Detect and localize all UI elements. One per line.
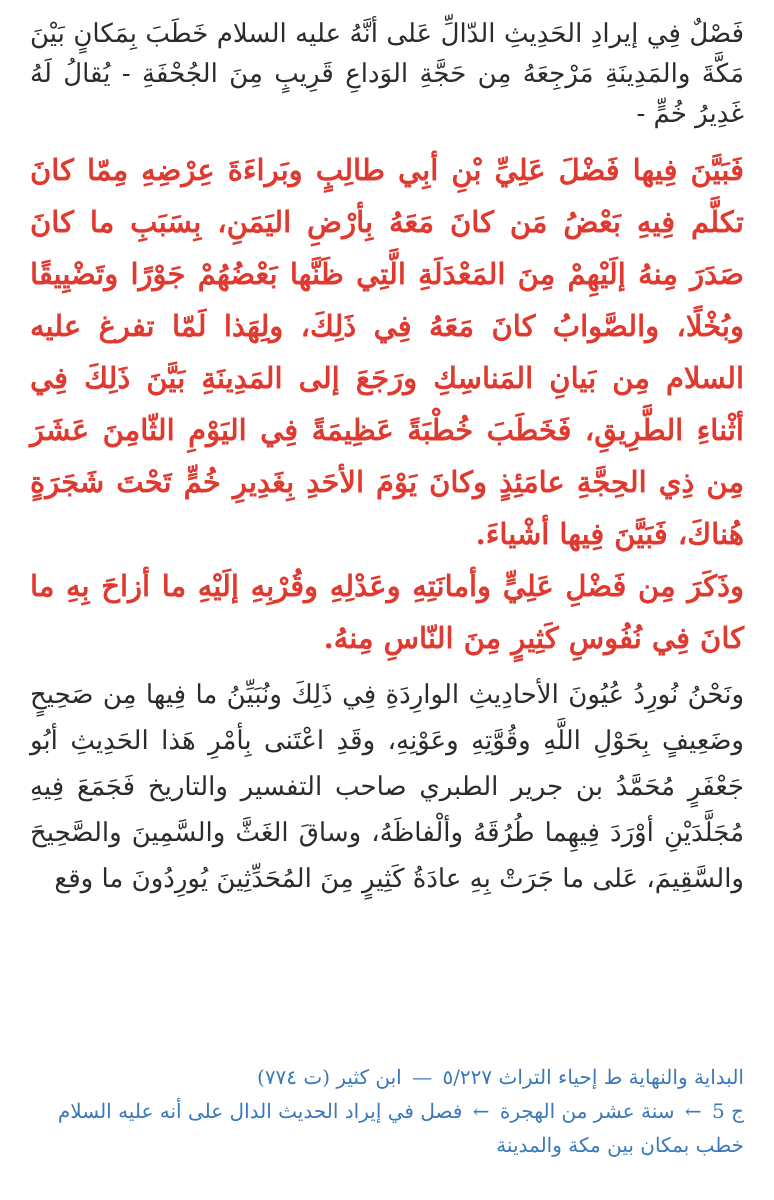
citation-row-source <box>30 1060 744 1094</box>
breadcrumb-volume-link[interactable]: ج 5 <box>711 1099 744 1123</box>
body-paragraph: ونَحْنُ نُورِدُ عُيُونَ الأحادِيثِ الوارِدَةِ فِي ذَلِكَ ونُبَيِّنُ ما فِيها مِن صَحِيحٍ وضَعِيفٍ بِحَوْلِ اللَّهِ وقُوَّتِهِ وعَوْنِهِ، وقَدِ اعْتَنى بِأمْرِ هَذا الحَدِيثِ أبُو جَعْفَرٍ مُحَمَّدُ بن جرير الطبري صاحب التفسير والتاريخ فَجَمَعَ فِيهِ مُجَلَّدَيْنِ أوْرَدَ فِيهِما طُرُقَهُ وألْفاظَهُ، وساقَ الغَثَّ والسَّمِينَ والصَّحِيحَ والسَّقِيمَ، عَلى ما جَرَتْ بِهِ عادَةُ كَثِيرٍ مِنَ المُحَدِّثِينَ يُورِدُونَ ما وقع <box>30 680 744 894</box>
citation-author-link[interactable]: ابن كثير (ت ٧٧٤) <box>257 1065 402 1089</box>
highlighted-paragraph-1: فَبَيَّنَ فِيها فَضْلَ عَلِيِّ بْنِ أبِي طالِبٍ وبَراءَةَ عِرْضِهِ مِمّا كانَ تكلَّم فِيهِ بَعْضُ مَن كانَ مَعَهُ بِأرْضِ اليَمَنِ، بِسَبَبِ ما كانَ صَدَرَ مِنهُ إلَيْهِمْ مِنَ المَعْدَلَةِ الَّتِي ظَنَّها بَعْضُهُمْ جَوْرًا وتَضْيِيقًا وبُخْلًا، والصَّوابُ كانَ مَعَهُ فِي ذَلِكَ، ولِهَذا لَمّا تفرغ عليه السلام مِن بَيانِ المَناسِكِ ورَجَعَ إلى المَدِينَةِ بَيَّنَ ذَلِكَ فِي أثْناءِ الطَّرِيقِ، فَخَطَبَ خُطْبَةً عَظِيمَةً فِي اليَوْمِ الثّامِنَ عَشَرَ مِن ذِي الحِجَّةِ عامَئِذٍ وكانَ يَوْمَ الأحَدِ بِغَدِيرِ خُمٍّ تَحْتَ شَجَرَةٍ هُناكَ، فَبَيَّنَ فِيها أشْياءَ. <box>30 153 744 551</box>
breadcrumb-arrow-icon: ← <box>472 1099 490 1123</box>
citation-book-link[interactable]: البداية والنهاية ط إحياء التراث <box>498 1065 744 1089</box>
citation-row-breadcrumb <box>30 1094 744 1162</box>
chapter-heading-text: فَصْلٌ فِي إيرادِ الحَدِيثِ الدّالِّ عَلى أنَّهُ عليه السلام خَطَبَ بِمَكانٍ بَيْنَ مَكَّةَ والمَدِينَةِ مَرْجِعَهُ مِن حَجَّةِ الوَداعِ قَرِيبٍ مِنَ الجُحْفَةِ - يُقالُ لَهُ غَدِيرُ خُمٍّ - <box>30 19 744 129</box>
breadcrumb-section-link[interactable]: فصل في إيراد الحديث الدال على أنه عليه السلام خطب بمكان بين مكة والمدينة <box>57 1099 744 1157</box>
highlighted-paragraph-2: وذَكَرَ مِن فَضْلِ عَلِيٍّ وأمانَتِهِ وعَدْلِهِ وقُرْبِهِ إلَيْهِ ما أزاحَ بِهِ ما كانَ فِي نُفُوسِ كَثِيرٍ مِنَ النّاسِ مِنهُ. <box>30 569 744 655</box>
citation-dash: — <box>412 1065 433 1089</box>
citation-volume-page: ٥/٢٢٧ <box>442 1065 493 1089</box>
breadcrumb-arrow-icon: ← <box>684 1099 702 1123</box>
breadcrumb-chapter-link[interactable]: سنة عشر من الهجرة <box>499 1099 675 1123</box>
citation-footer <box>30 1060 744 1162</box>
